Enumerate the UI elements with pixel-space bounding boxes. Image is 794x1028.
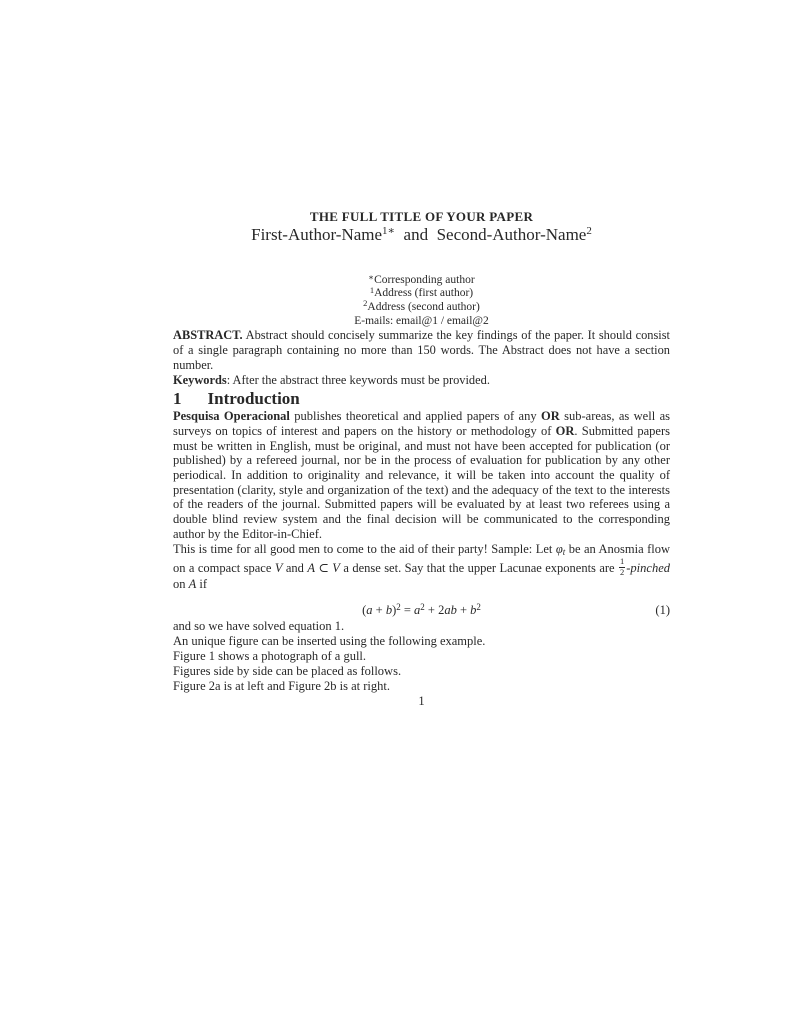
abstract-label: ABSTRACT. (173, 328, 243, 343)
affiliation-first-author (173, 284, 670, 300)
abstract-text: Abstract should concisely summarize the key findings of the paper. It should consist of a single paragraph containing no more than 150 words. The Abstract does not have a section number. (173, 328, 670, 373)
affiliation-corresponding (173, 271, 670, 287)
keywords-text: : After the abstract three keywords must be provided. (226, 373, 490, 388)
paper-title: THE FULL TITLE OF YOUR PAPER (309, 209, 534, 224)
closing-line: An unique figure can be inserted using the following example. (173, 633, 486, 648)
page-number: 1 (418, 693, 425, 708)
closing-line: Figures side by side can be placed as follows. (173, 663, 402, 678)
closing-line: and so we have solved equation 1. (173, 618, 345, 633)
keywords-paragraph (173, 373, 670, 388)
affiliation-second-author (173, 298, 670, 314)
closing-line: Figure 1 shows a photograph of a gull. (173, 648, 367, 663)
equation-number: (1) (655, 602, 670, 617)
keywords-label: Keywords (173, 373, 227, 388)
section-number: 1 (173, 389, 182, 409)
equation-body: $(a + b)^2 = a^2 + 2ab + b^2$ (362, 601, 481, 617)
abstract-paragraph (173, 328, 670, 373)
affiliation-block (173, 271, 670, 314)
emails-line: E-mails: email@1 / email@2 (354, 315, 489, 328)
author-line: First-Author-Name$^{1∗}$ and Second-Author-Name$^2$ (251, 225, 592, 244)
affiliation-marker: 2 (363, 298, 368, 309)
section-title: Introduction (207, 389, 300, 409)
affiliation-text: Address (second author) (367, 300, 480, 313)
closing-line: Figure 2a is at left and Figure 2b is at right. (173, 678, 390, 693)
equation-row (173, 601, 670, 619)
affiliation-marker: ∗ (368, 271, 375, 282)
intro-paragraph-2: This is time for all good men to come to the aid of their party! Sample: Let $\varphi_t$ be an Anosmia flow on a compact space V and A ⊂ V a dense set. Say that the upper Lacunae exponents are $\frac{1}{2}$ -pinched on A if (173, 541, 670, 592)
section-heading-introduction (173, 388, 670, 409)
affiliation-text: Corresponding author (374, 274, 475, 286)
affiliation-marker: 1 (369, 284, 375, 295)
affiliation-text: Address (first author) (374, 287, 474, 300)
intro-paragraph-1: Pesquisa Operacional publishes theoretical and applied papers of any OR sub-areas, as well as surveys on topics of interest and papers on the history or methodology of OR. Submitted papers must be written in English, must be original, and must not have been accepted for publication (or published) by a refereed journal, nor be in the process of evaluation for publication by any other periodical. In addition to originality and relevance, it will be taken into account the quality of presentation (clarity, style and organization of the text) and the adequacy of the text to the interests of the readers of the journal. Submitted papers will be evaluated by at least two referees using a double blind review system and the final decision will be communicated to the corresponding author by the Editor-in-Chief. (173, 409, 670, 541)
